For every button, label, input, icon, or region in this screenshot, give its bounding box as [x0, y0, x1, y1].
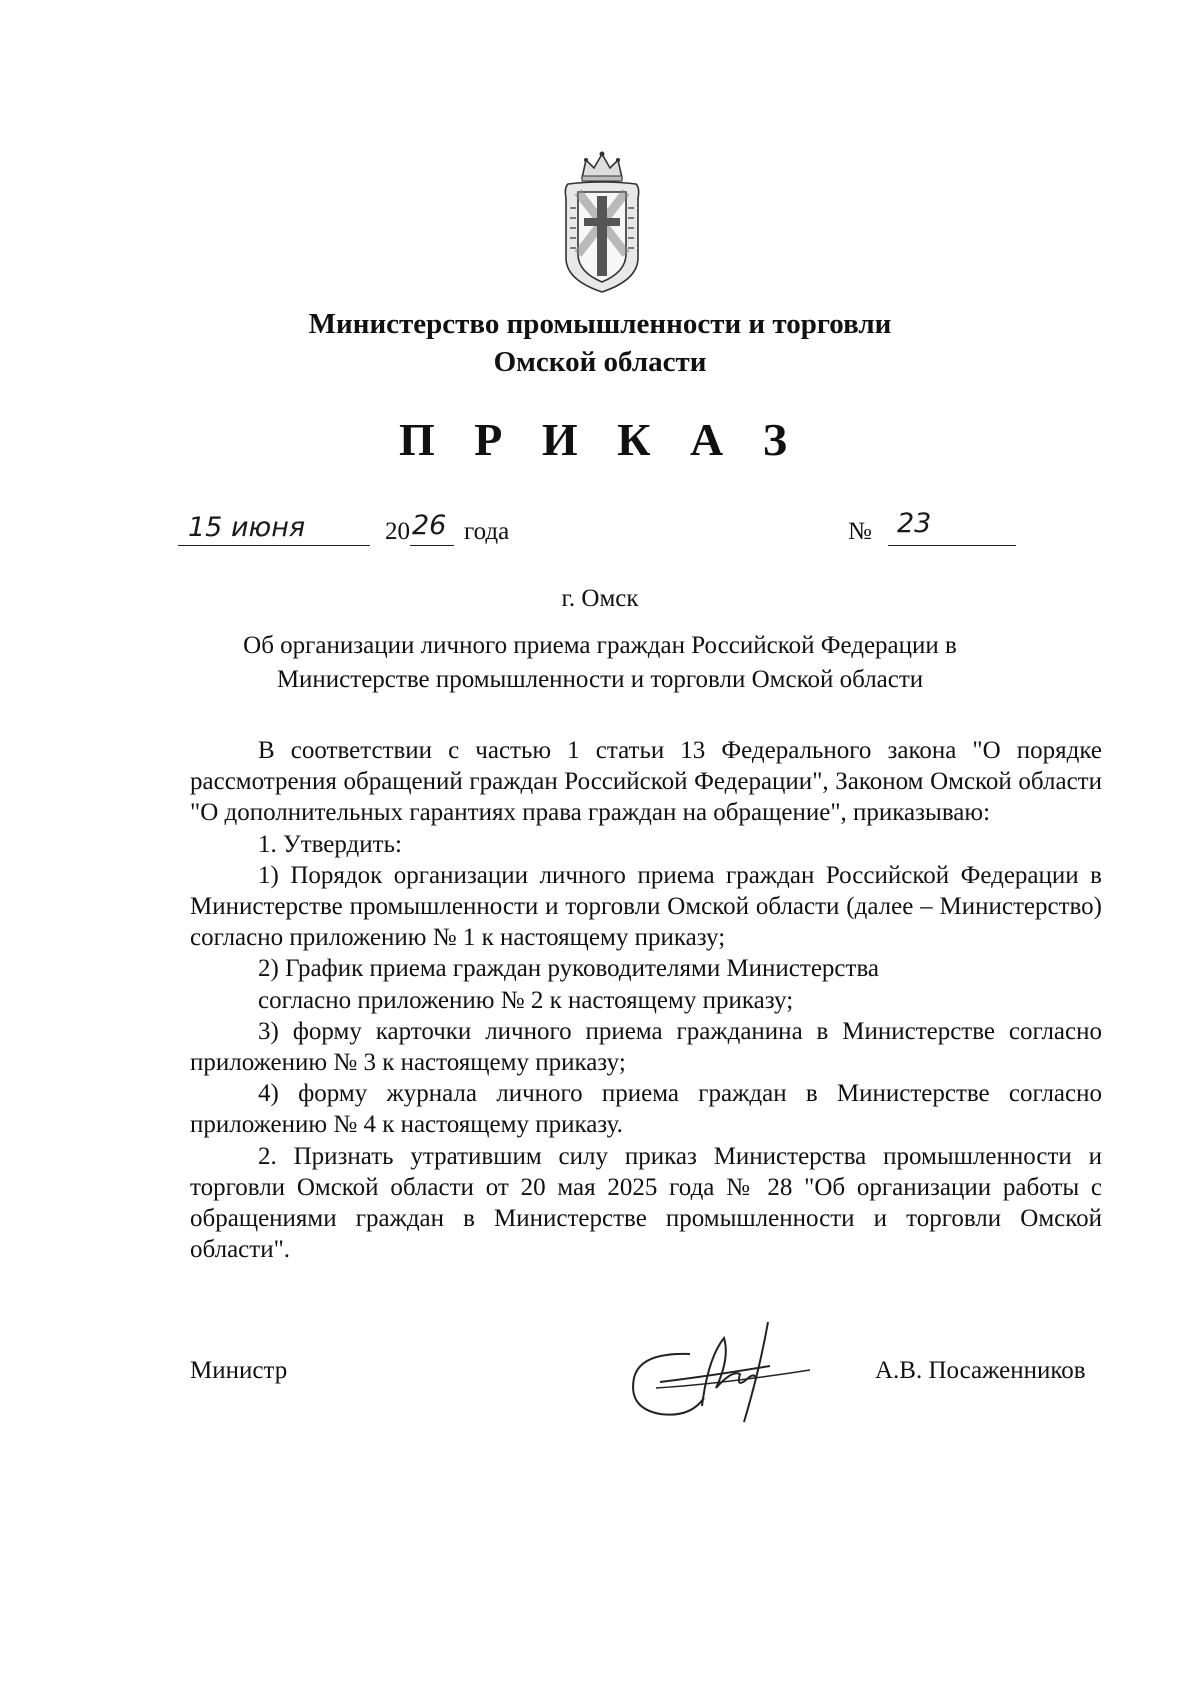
item-1-2-line2: согласно приложению № 2 к настоящему приказу; — [258, 986, 794, 1014]
city-line: г. Омск — [561, 585, 639, 612]
item-1-4: 4) форму журнала личного приема граждан в Министерстве согласно приложению № 4 к настоящему приказу. — [190, 1080, 1102, 1139]
item-1-2-line1: 2) График приема граждан руководителями Министерства — [258, 955, 880, 983]
year-underline — [410, 545, 454, 546]
coat-of-arms-emblem — [560, 148, 644, 296]
order-number: 23 — [897, 508, 932, 539]
item-1-1: 1) Порядок организации личного приема граждан Российской Федерации в Министерстве промышленности и торговли Омской области (далее – Министерство) согласно приложению № 1 к настоящему приказу; — [190, 861, 1102, 952]
signatory-position: Министр — [190, 1357, 288, 1384]
order-number-sign: № — [848, 518, 872, 545]
item-1: 1. Утвердить: — [258, 830, 402, 858]
subject-line1: Об организации личного приема граждан Российской Федерации в — [243, 632, 957, 659]
ministry-name-line1: Министерство промышленности и торговли — [308, 308, 892, 340]
order-date-day-month: 15 июня — [188, 512, 306, 543]
order-body — [190, 735, 1102, 1265]
ministry-name-line2: Омской области — [493, 346, 707, 378]
order-year-suffix: 26 — [412, 510, 447, 541]
document-type-title: П Р И К А З — [398, 414, 801, 465]
preamble-paragraph: В соответствии с частью 1 статьи 13 Федерального закона "О порядке рассмотрения обращений граждан Российской Федерации", Законом Омской области "О дополнительных гарантиях права граждан на обращение", приказываю: — [190, 737, 1102, 827]
signatory-name: А.В. Посаженников — [875, 1357, 1086, 1384]
item-2: 2. Признать утратившим силу приказ Министерства промышленности и торговли Омской области от 20 мая 2025 года № 28 "Об организации работы с обращениями граждан в Министерстве промышленности и торговли Омской области". — [190, 1142, 1102, 1264]
item-1-3: 3) форму карточки личного приема гражданина в Министерстве согласно приложению № 3 к настоящему приказу; — [190, 1017, 1102, 1077]
handwritten-signature — [620, 1318, 820, 1428]
subject-line2: Министерстве промышленности и торговли Омской области — [276, 666, 924, 693]
order-year-word: года — [464, 518, 510, 545]
order-year-prefix: 20 — [385, 518, 410, 545]
number-underline — [888, 545, 1016, 546]
date-underline — [178, 545, 370, 546]
